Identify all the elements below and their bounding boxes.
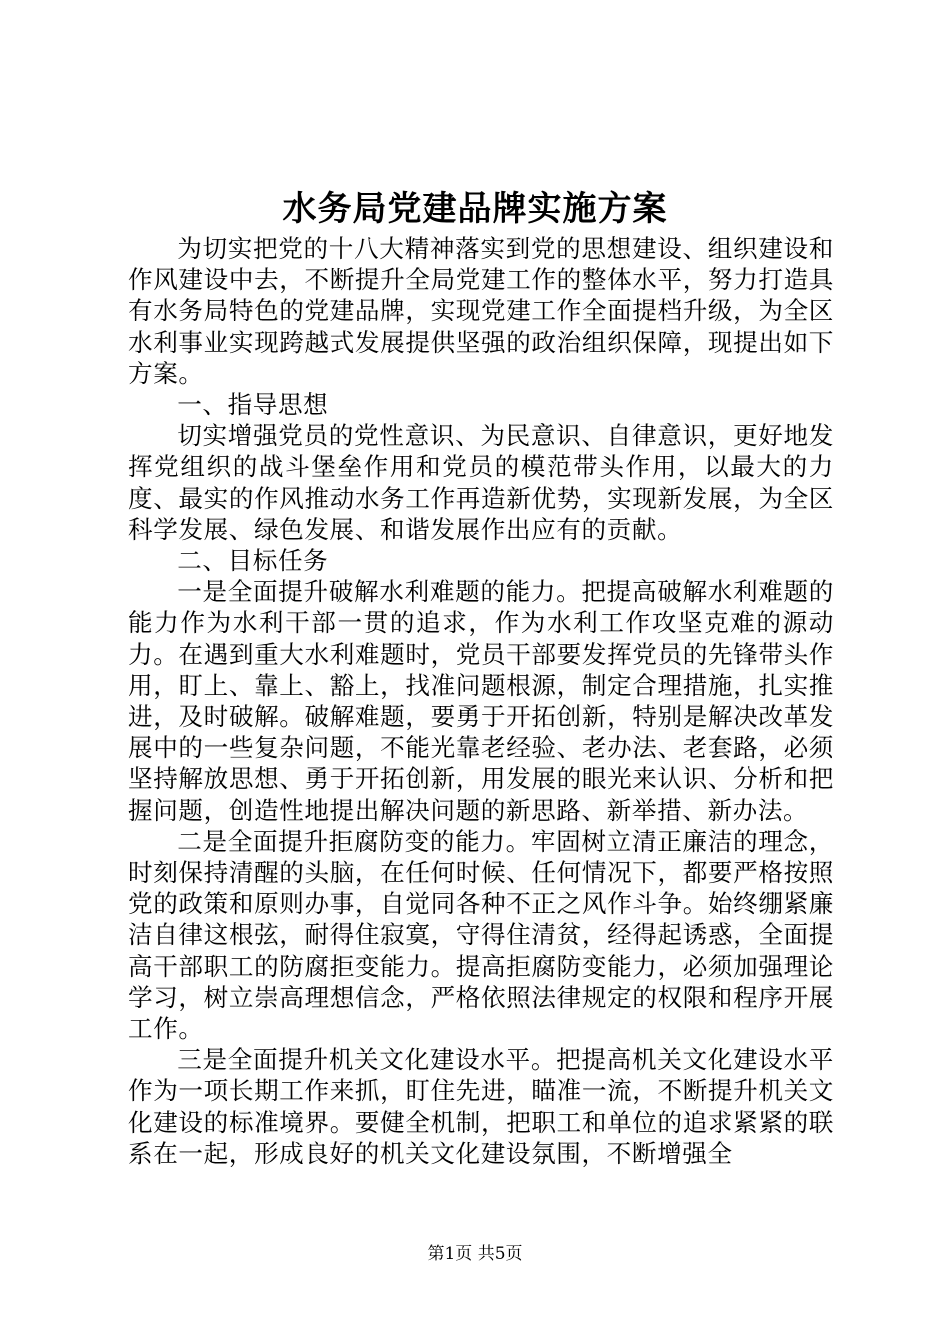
page-number-footer: 第1页 共5页 [427,1244,523,1264]
task-paragraph-1: 一是全面提升破解水利难题的能力。把提高破解水利难题的能力作为水利干部一贯的追求，作为水利工作攻坚克难的源动力。在遇到重大水利难题时，党员干部要发挥党员的先锋带头作用，盯上、靠上、豁上，找准问题根源，制定合理措施，扎实推进，及时破解。破解难题，要勇于开拓创新，特别是解决改革发展中的一些复杂问题，不能光靠老经验、老办法、老套路，必须坚持解放思想、勇于开拓创新，用发展的眼光来认识、分析和把握问题，创造性地提出解决问题的新思路、新举措、新办法。 [128,577,834,825]
task-paragraph-3: 三是全面提升机关文化建设水平。把提高机关文化建设水平作为一项长期工作来抓，盯住先进，瞄准一流，不断提升机关文化建设的标准境界。要健全机制，把职工和单位的追求紧紧的联系在一起，形成良好的机关文化建设氛围，不断增强全 [128,1045,834,1168]
task-paragraph-2: 二是全面提升拒腐防变的能力。牢固树立清正廉洁的理念，时刻保持清醒的头脑，在任何时候、任何情况下，都要严格按照党的政策和原则办事，自觉同各种不正之风作斗争。始终绷紧廉洁自律这根弦，耐得住寂寞，守得住清贫，经得起诱惑，全面提高干部职工的防腐拒变能力。提高拒腐防变能力，必须加强理论学习，树立崇高理想信念，严格依照法律规定的权限和程序开展工作。 [128,826,834,1044]
document-title: 水务局党建品牌实施方案 [282,189,668,229]
section-heading-goals-tasks: 二、目标任务 [177,546,329,576]
section-heading-guiding-ideology: 一、指导思想 [177,390,329,420]
guiding-ideology-paragraph: 切实增强党员的党性意识、为民意识、自律意识，更好地发挥党组织的战斗堡垒作用和党员的模范带头作用，以最大的力度、最实的作风推动水务工作再造新优势，实现新发展，为全区科学发展、绿色发展、和谐发展作出应有的贡献。 [128,421,834,544]
intro-paragraph: 为切实把党的十八大精神落实到党的思想建设、组织建设和作风建设中去，不断提升全局党建工作的整体水平，努力打造具有水务局特色的党建品牌，实现党建工作全面提档升级，为全区水利事业实现跨越式发展提供坚强的政治组织保障，现提出如下方案。 [128,234,834,388]
document-body [128,233,834,1169]
